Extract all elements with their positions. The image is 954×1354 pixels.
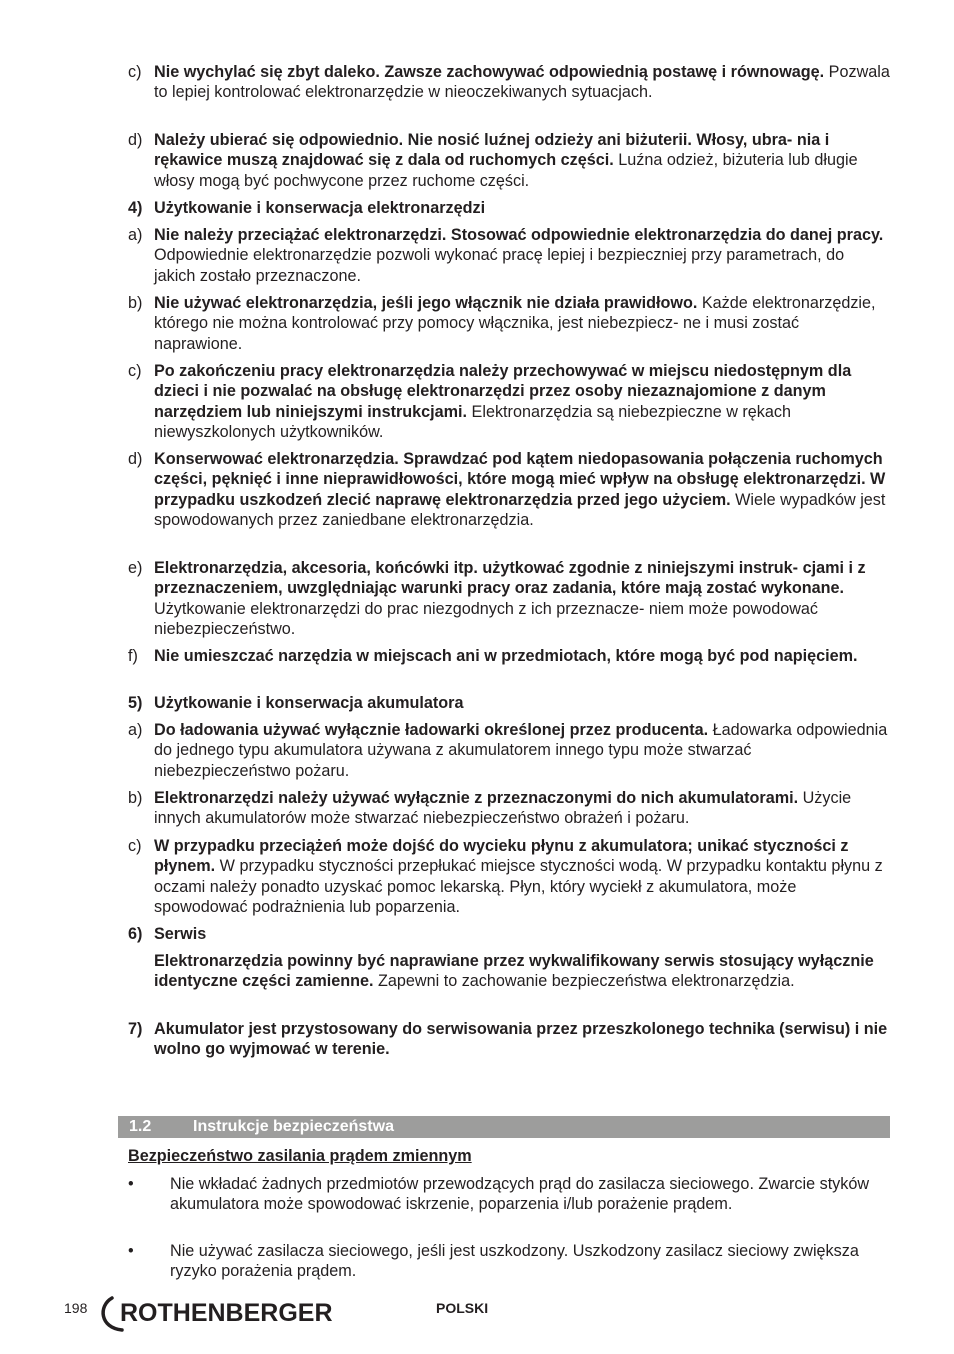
item-bold-text: Elektronarzędzia, akcesoria, końcówki itp. użytkować zgodnie z niniejszymi instruk- cjami i z przeznaczeniem, uwzględniając warunki pracy oraz zadania, które mają zostać wykonane.	[154, 559, 866, 598]
section-heading	[128, 693, 890, 713]
language-label: POLSKI	[436, 1300, 489, 1316]
item-bold-text: Należy ubierać się odpowiednio. Nie nosić luźnej odzieży ani biżuterii. Włosy, ubra- nia i rękawice muszą znajdować się z dala od ruchomych części.	[154, 131, 830, 170]
item-text: Wiele wypadków jest spowodowanych przez zaniedbane elektronarzędzia.	[154, 490, 886, 530]
item-text: Odpowiednie elektronarzędzie pozwoli wykonać pracę lepiej i bezpieczniej przy parametrach, do jakich zostało przeznaczone.	[154, 246, 845, 285]
bullet-text: Nie wkładać żadnych przedmiotów przewodzących prąd do zasilacza sieciowego. Zwarcie styków akumulatora może spowodować iskrzenie, poparzenia i/lub porażenie prądem.	[170, 1175, 870, 1214]
subheading: Bezpieczeństwo zasilania prądem zmiennym	[128, 1147, 472, 1165]
item-text: Pozwala to lepiej kontrolować elektronarzędzie w nieoczekiwanych sytuacjach.	[154, 63, 890, 102]
section-title: Instrukcje bezpieczeństwa	[193, 1118, 394, 1135]
list-item	[128, 646, 890, 666]
item-label: d)	[128, 131, 143, 149]
item-label: 5)	[128, 694, 143, 712]
list-item	[128, 62, 890, 103]
item-label: 7)	[128, 1020, 143, 1038]
list-item	[128, 558, 890, 640]
list-item	[128, 361, 890, 443]
item-label: e)	[128, 559, 143, 577]
item-text: Ładowarka odpowiednia do jednego typu akumulatora używana z akumulatorem innego typu może stwarzać niebezpieczeństwo pożaru.	[154, 721, 888, 780]
item-bold-text: W przypadku przeciążeń może dojść do wycieku płynu z akumulatora; unikać styczności z płynem.	[154, 837, 849, 876]
item-label: c)	[128, 362, 142, 380]
list-item	[128, 951, 890, 992]
section-heading	[128, 924, 890, 944]
item-bold-text: Elektronarzędzi należy używać wyłącznie z przeznaczonymi do nich akumulatorami.	[154, 789, 799, 807]
item-label: a)	[128, 226, 143, 244]
item-label: f)	[128, 647, 138, 665]
item-bold-text: Akumulator jest przystosowany do serwisowania przez przeszkolonego technika (serwisu) i nie wolno go wyjmować w terenie.	[154, 1020, 888, 1059]
list-item	[128, 449, 890, 531]
item-label: 6)	[128, 925, 143, 943]
item-text: Użycie innych akumulatorów może stwarzać niebezpieczeństwo obrażeń i pożaru.	[154, 789, 852, 828]
svg-text:ROTHENBERGER: ROTHENBERGER	[120, 1299, 333, 1327]
item-bold-text: Nie wychylać się zbyt daleko. Zawsze zachowywać odpowiednią postawę i równowagę.	[154, 63, 825, 81]
list-item	[128, 720, 890, 781]
bullet-icon: •	[128, 1175, 134, 1193]
item-bold-text: Użytkowanie i konserwacja akumulatora	[154, 694, 464, 712]
bullet-icon: •	[128, 1242, 134, 1260]
list-item	[128, 225, 890, 286]
section-heading	[128, 1019, 890, 1060]
item-label: c)	[128, 837, 142, 855]
section-heading	[128, 198, 890, 218]
item-bold-text: Po zakończeniu pracy elektronarzędzia należy przechowywać w miejscu niedostępnym dla dzieci i nie pozwalać na obsługę elektronarzędzi przez osoby niezaznajomione z danym narzędziem lub niniejszymi instrukcjami.	[154, 362, 852, 421]
item-label: b)	[128, 789, 143, 807]
bullet-item	[128, 1241, 890, 1282]
item-bold-text: Do ładowania używać wyłącznie ładowarki określonej przez producenta.	[154, 721, 709, 739]
item-bold-text: Serwis	[154, 925, 207, 943]
list-item	[128, 788, 890, 829]
rothenberger-logo	[98, 1294, 348, 1334]
list-item	[128, 293, 890, 354]
item-bold-text: Nie używać elektronarzędzia, jeśli jego włącznik nie działa prawidłowo.	[154, 294, 698, 312]
item-label: a)	[128, 721, 143, 739]
item-label: d)	[128, 450, 143, 468]
item-label: c)	[128, 63, 142, 81]
item-bold-text: Nie należy przeciążać elektronarzędzi. Stosować odpowiednie elektronarzędzia do danej pracy.	[154, 226, 884, 244]
page-footer	[0, 1294, 954, 1334]
item-text: W przypadku styczności przepłukać miejsce styczności wodą. W przypadku kontaktu płynu z oczami należy ponadto uzyskać pomoc lekarską. Płyn, który wyciekł z akumulatora, może spowodować podrażnienia lub poparzenia.	[154, 857, 883, 917]
item-label: 4)	[128, 199, 143, 217]
item-label: b)	[128, 294, 143, 312]
item-text: Elektronarzędzia są niebezpieczne w rękach niewyszkolonych użytkowników.	[154, 402, 791, 442]
bullet-text: Nie używać zasilacza sieciowego, jeśli jest uszkodzony. Uszkodzony zasilacz sieciowy zwiększa ryzyko porażenia prądem.	[170, 1242, 859, 1281]
section-header-bar	[118, 1116, 890, 1138]
item-bold-text: Konserwować elektronarzędzia. Sprawdzać pod kątem niedopasowania połączenia ruchomych części, pęknięć i inne nieprawidłowości, które mogą mieć wpływ na obsługę elektronarzędzi. W przypadku uszkodzeń zlecić naprawę elektronarzędzia przed jego użyciem.	[154, 450, 886, 509]
item-text: Użytkowanie elektronarzędzi do prac niezgodnych z ich przeznacze- niem może powodować niebezpieczeństwo.	[154, 599, 819, 639]
item-bold-text: Nie umieszczać narzędzia w miejscach ani w przedmiotach, które mogą być pod napięciem.	[154, 647, 858, 665]
item-bold-text: Użytkowanie i konserwacja elektronarzędzi	[154, 199, 486, 217]
item-text: Luźna odzież, biżuteria lub długie włosy mogą być pochwycone przez ruchome części.	[154, 151, 858, 190]
section-number: 1.2	[129, 1118, 152, 1135]
item-text: Każde elektronarzędzie, którego nie można kontrolować przy pomocy włącznika, jest niebezpiecz- ne i musi zostać naprawione.	[154, 294, 876, 353]
page-number: 198	[64, 1300, 88, 1316]
list-item	[128, 836, 890, 918]
bullet-item	[128, 1174, 890, 1215]
list-item	[128, 130, 890, 191]
item-bold-text: Elektronarzędzia powinny być naprawiane przez wykwalifikowany serwis stosujący wyłącznie identyczne części zamienne.	[154, 952, 874, 991]
item-text: Zapewni to zachowanie bezpieczeństwa elektronarzędzia.	[373, 972, 795, 991]
